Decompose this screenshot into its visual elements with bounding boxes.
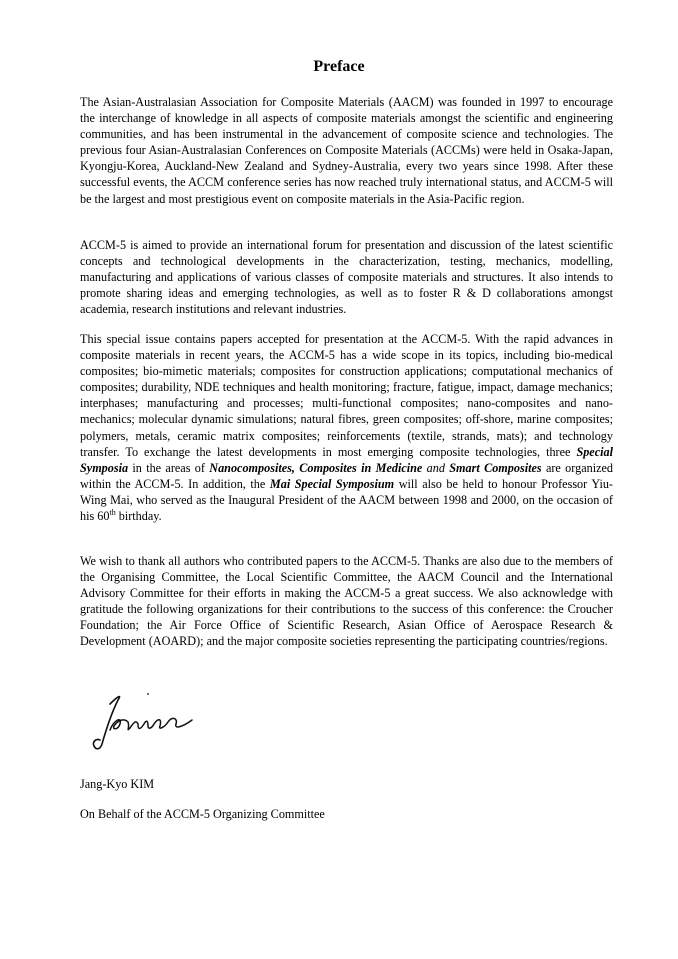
paragraph-thanks: We wish to thank all authors who contributed papers to the ACCM-5. Thanks are also due to the members of the Organising Committee, the Local Scientific Committee, the AACM Council and the International Advisory Committee for their efforts in making the ACCM-5 a great success. We also acknowledge with gratitude the following organizations for their contributions to the success of this conference: the Croucher Foundation; the Air Force Office of Scientific Research, Asian Office of Aerospace Research & Development (AOARD); and the major composite societies representing the participating countries/regions. [80,554,613,649]
scope-text-3: are organized within the ACCM-5. In addition, the [80,460,613,491]
scope-text-2: in the areas of [128,460,210,475]
special-symposia-term: Special Symposia [80,444,613,475]
smart-composites-term: Smart Composites [449,460,542,475]
signature-image [88,690,208,754]
scope-and: and [422,460,450,475]
paragraph-aims: ACCM-5 is aimed to provide an international forum for presentation and discussion of the latest scientific concepts and technological developments in the characterization, testing, mechanics, modelling, manufacturing and applications of various classes of composite materials and structures. It also intends to promote sharing ideas and emerging technologies, as well as to foster R & D collaborations amongst academia, research institutions and relevant industries. [80,238,613,317]
page-title: Preface [313,58,365,75]
symposia-topics: Nanocomposites, Composites in Medicine [209,460,423,475]
scope-text: This special issue contains papers accepted for presentation at the ACCM-5. With the rapid advances in composite materials in recent years, the ACCM-5 has a wide scope in its topics, including bio-medical composites; bio-mimetic materials; composites for construction applications; computational mechanics of composites; durability, NDE techniques and health monitoring; fracture, fatigue, impact, damage mechanics; interphases; manufacturing and processes; multi-functional composites; nano-composites and nano-mechanics; molecular dynamic simulations; natural fibres, green composites; off-shore, marine composites; polymers, metals, ceramic matrix composites; reinforcements (textile, strands, mats); and technology transfer. To exchange the latest developments in most emerging composite technologies, three [80,332,613,459]
paragraph-intro: The Asian-Australasian Association for Composite Materials (AACM) was founded in 1997 to encourage the interchange of knowledge in all aspects of composite materials amongst the scientific and engineering communities, and has been instrumental in the advancement of composite science and technologies. The previous four Asian-Australasian Conferences on Composite Materials (ACCMs) were held in Osaka-Japan, Kyongju-Korea, Auckland-New Zealand and Sydney-Australia, every two years since 1998. After these successful events, the ACCM conference series has now reached truly international status, and ACCM-5 will be the largest and most prestigious event on composite materials in the Asia-Pacific region. [80,95,613,206]
scope-text-4: will also be held to honour Professor Yiu-Wing Mai, who served as the Inaugural President of the AACM between 1998 and 2000, on the occasion of his 60 [80,476,613,524]
paragraph-scope [80,331,613,524]
scope-text-5: birthday. [115,509,162,524]
ordinal-suffix: th [109,507,116,517]
signatory-affiliation: On Behalf of the ACCM-5 Organizing Committee [80,807,325,821]
mai-symposium-term: Mai Special Symposium [269,476,395,491]
signatory-name: Jang-Kyo KIM [80,777,155,791]
